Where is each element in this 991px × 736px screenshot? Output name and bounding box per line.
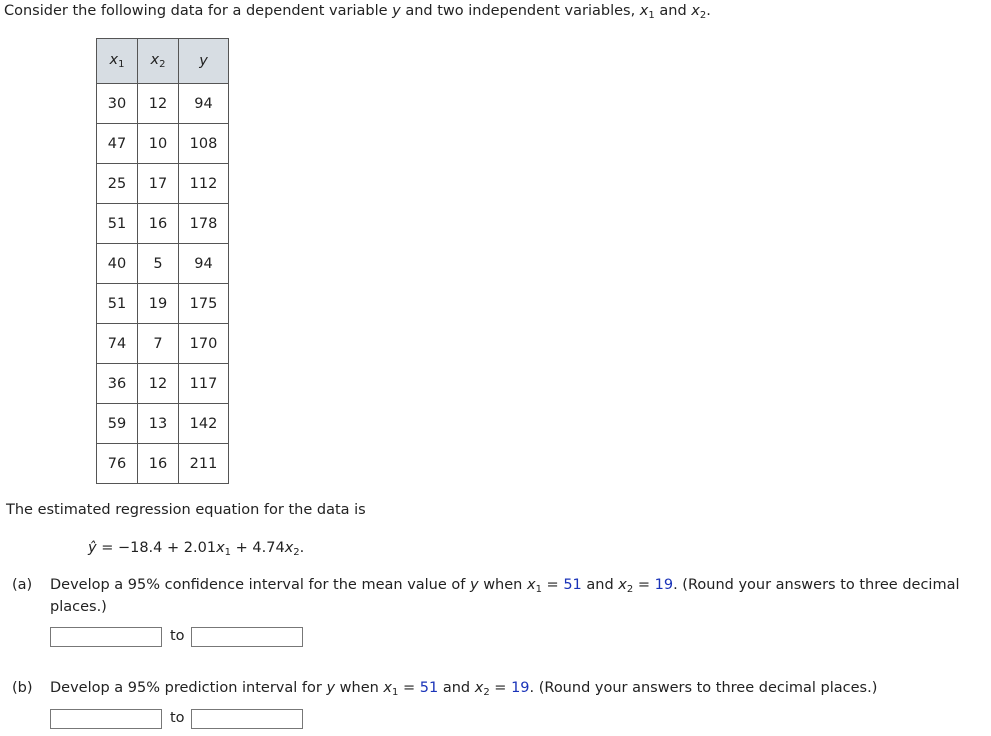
table-row: 59 13 142 xyxy=(97,404,229,444)
table-row: 51 16 178 xyxy=(97,204,229,244)
part-a-to-label: to xyxy=(170,628,185,644)
table-header-row xyxy=(97,39,229,84)
part-b-lower-input[interactable] xyxy=(50,709,162,729)
part-b-question: Develop a 95% prediction interval for y when $x_1 = 51$ and $x_2 = 19$. (Round your answers to three decimal places.) xyxy=(50,680,878,698)
part-b-to-label: to xyxy=(170,710,185,726)
table-row: 25 17 112 xyxy=(97,164,229,204)
part-b-x1-value: 51 xyxy=(419,680,439,696)
header-x1: $x_1$ xyxy=(97,39,138,84)
intro-text: Consider the following data for a dependent variable y and two independent variables, $x_1$ and $x_2$. xyxy=(4,3,711,21)
table-row: 36 12 117 xyxy=(97,364,229,404)
part-b-x2-value: 19 xyxy=(511,680,530,696)
table-row: 40 5 94 xyxy=(97,244,229,284)
part-a-question-cont: places.) xyxy=(50,599,107,615)
data-table xyxy=(96,38,229,484)
table-row: 30 12 94 xyxy=(97,84,229,124)
part-b-upper-input[interactable] xyxy=(191,709,303,729)
part-a-x1-value: 51 xyxy=(563,577,582,593)
var-y: y xyxy=(392,3,401,19)
part-a-x2-value: 19 xyxy=(654,577,674,593)
header-y: y xyxy=(179,39,229,84)
part-a-question: Develop a 95% confidence interval for the mean value of y when $x_1 = 51$ and $x_2 = 19$. (Round your answers to three decimal xyxy=(50,577,960,595)
regression-equation: ŷ = $-18.4 + 2.01x_1 + 4.74x_2$. xyxy=(88,540,305,558)
part-b-label: (b) xyxy=(12,680,33,696)
part-a-label: (a) xyxy=(12,577,33,593)
table-row: 76 16 211 xyxy=(97,444,229,484)
part-a-lower-input[interactable] xyxy=(50,627,162,647)
regression-intro: The estimated regression equation for the data is xyxy=(6,502,366,518)
table-row: 47 10 108 xyxy=(97,124,229,164)
table-row: 74 7 170 xyxy=(97,324,229,364)
part-a-upper-input[interactable] xyxy=(191,627,303,647)
header-x2: $x_2$ xyxy=(138,39,179,84)
table-row: 51 19 175 xyxy=(97,284,229,324)
